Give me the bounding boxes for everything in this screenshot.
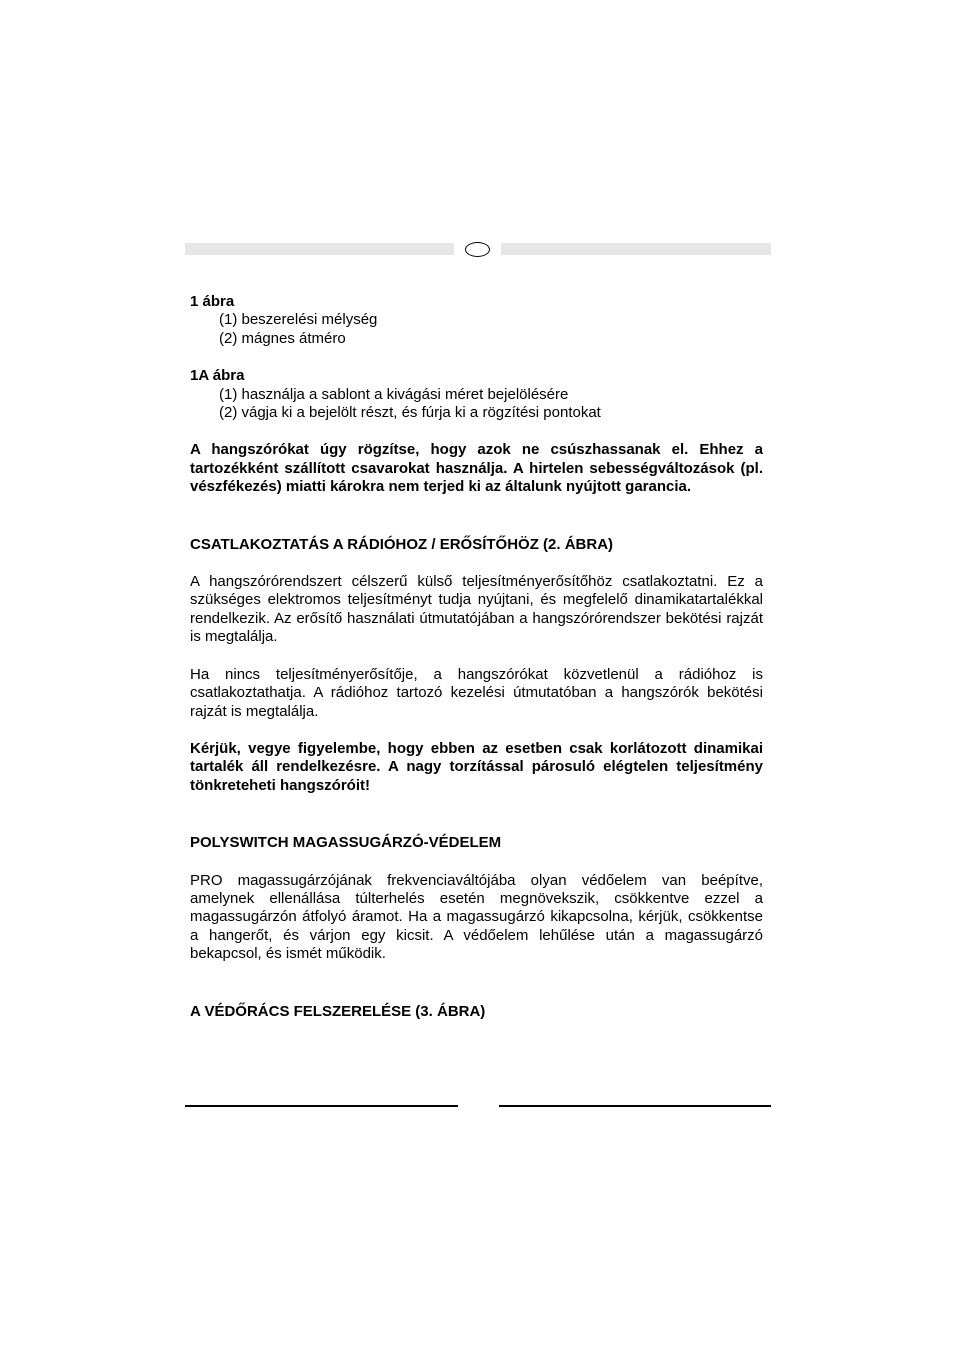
connect-para-1: A hangszórórendszert célszerű külső teljesítményerősítőhöz csatlakoztatni. Ez a szükséges elektromos teljesítményt tudja nyújtani, és megfelelő dinamikatartalékkal rendelkezik. Az erősítő használati útmutatójában a hangszórórendszer bekötési rajzát is megtalálja.	[190, 573, 763, 646]
footer-line-right	[499, 1105, 771, 1107]
connect-heading: CSATLAKOZTATÁS A RÁDIÓHOZ / ERŐSÍTŐHÖZ (2. ÁBRA)	[190, 535, 614, 553]
section1-list	[190, 311, 763, 348]
polyswitch-para: PRO magassugárzójának frekvenciaváltójába olyan védőelem van beépítve, amelynek ellenállása túlterhelés esetén megnövekszik, csökkentve ezzel a magassugárzón átfolyó áramot. Ha a magassugárzó kikapcsolna, kérjük, csökkentse a hangerőt, és várjon egy kicsit. A védőelem lehűlése után a magassugárzó bekapcsol, és ismét működik.	[190, 871, 763, 963]
connect-warning: Kérjük, vegye figyelembe, hogy ebben az esetben csak korlátozott dinamikai tartalék áll rendelkezésre. A nagy torzítással párosuló elégtelen teljesítmény tönkreteheti hangszóróit!	[190, 739, 763, 794]
section1-title: 1 ábra	[190, 293, 235, 310]
list-item: (2) vágja ki a bejelölt részt, és fúrja ki a rögzítési pontokat	[219, 404, 601, 422]
header-bar-left	[185, 243, 454, 255]
section1a-title: 1A ábra	[190, 367, 245, 385]
header-oval	[465, 242, 490, 257]
list-item: (1) használja a sablont a kivágási méret bejelölésére	[219, 385, 569, 403]
connect-para-2: Ha nincs teljesítményerősítője, a hangszórókat közvetlenül a rádióhoz is csatlakoztathatja. A rádióhoz tartozó kezelési útmutatóban a hangszórók bekötési rajzát is megtalálja.	[190, 665, 763, 720]
grille-heading: A VÉDŐRÁCS FELSZERELÉSE (3. ÁBRA)	[190, 1002, 486, 1020]
header-bar-right	[501, 243, 771, 255]
polyswitch-heading: POLYSWITCH MAGASSUGÁRZÓ-VÉDELEM	[190, 834, 502, 852]
footer-line-left	[185, 1105, 458, 1107]
mounting-warning: A hangszórókat úgy rögzítse, hogy azok ne csúszhassanak el. Ehhez a tartozékként szállított csavarokat használja. A hirtelen sebességváltozások (pl. vészfékezés) miatti károkra nem terjed ki az általunk nyújtott garancia.	[190, 441, 763, 496]
list-item: (2) mágnes átméro	[219, 329, 346, 347]
section1a-list	[190, 386, 763, 423]
page-content	[190, 293, 763, 1021]
list-item: (1) beszerelési mélység	[219, 311, 378, 329]
